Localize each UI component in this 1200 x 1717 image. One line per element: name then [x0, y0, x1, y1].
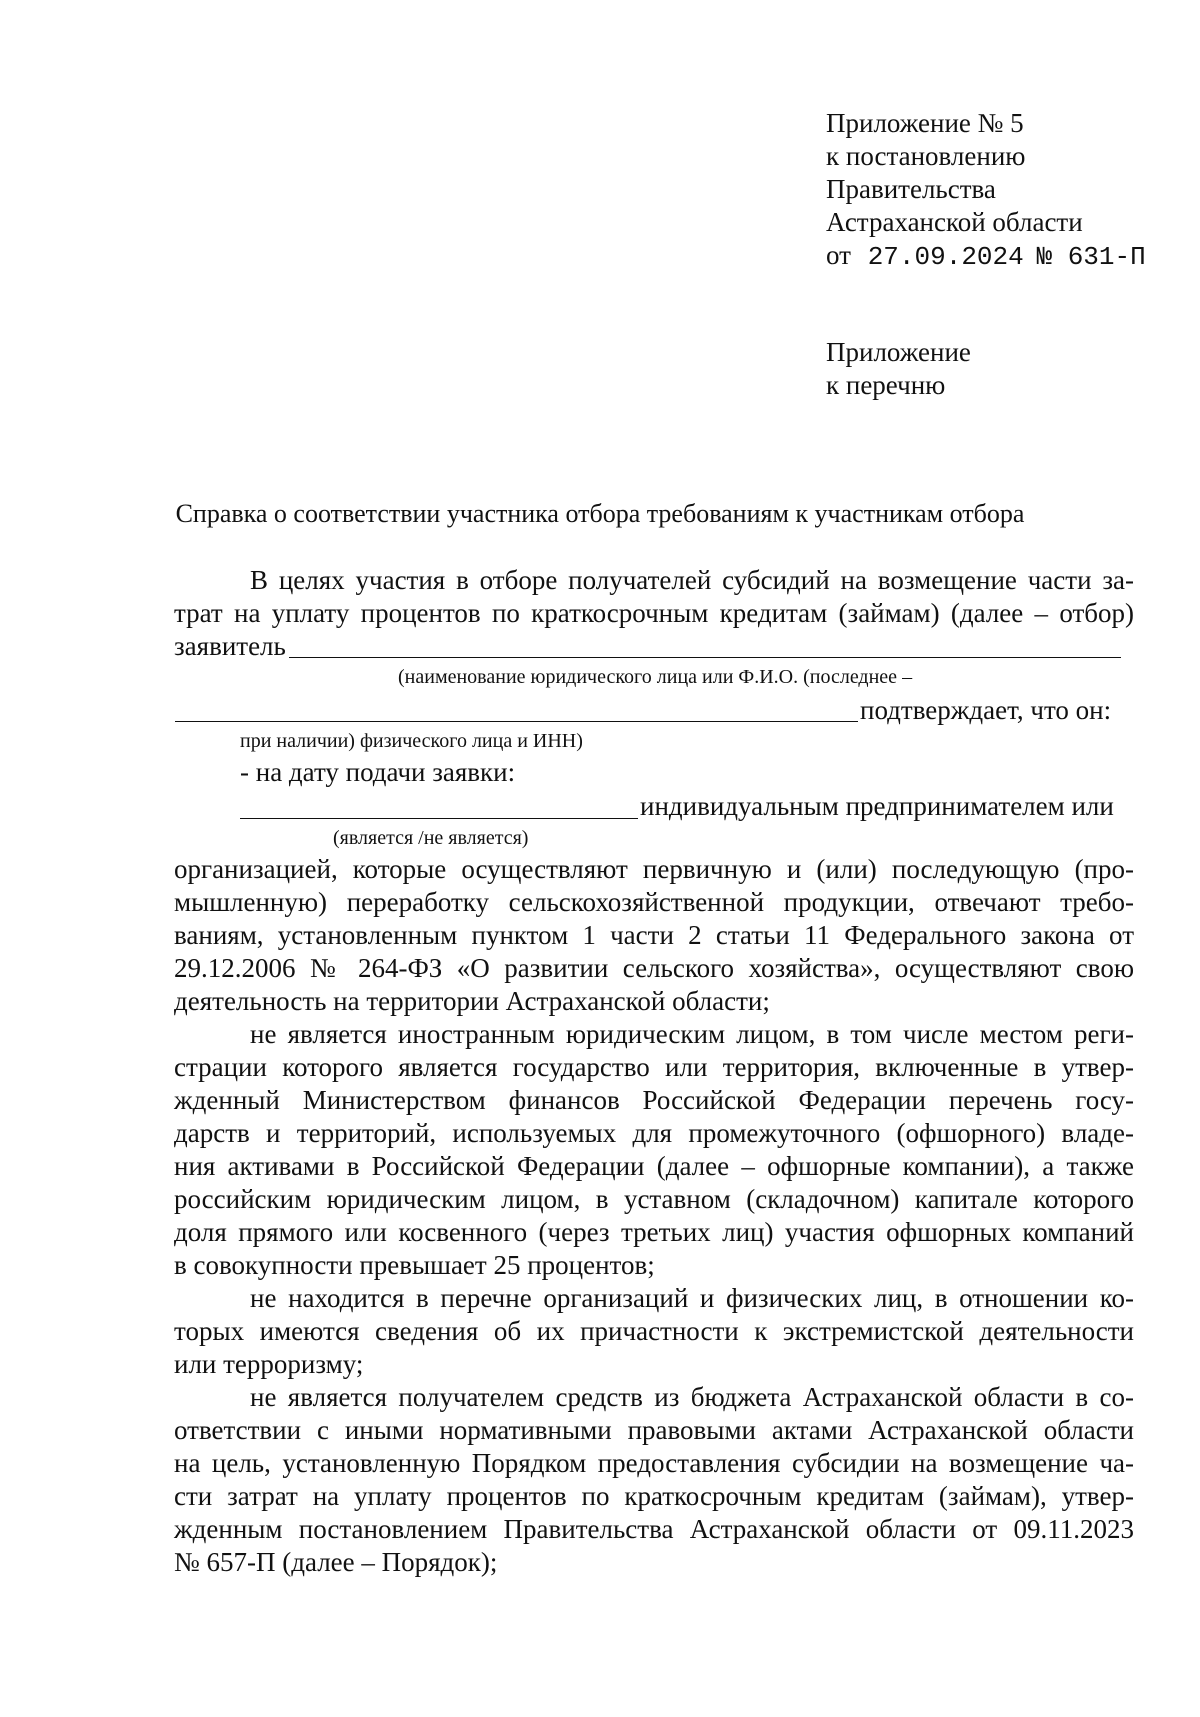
p4-line-2: ответствии с иными нормативными правовыми актами Астраханской области: [174, 1415, 1134, 1445]
p3-line-2: торых имеются сведения об их причастности к экстремистской деятельности: [174, 1316, 1134, 1346]
p4-line-6: № 657-П (далее – Порядок);: [174, 1547, 498, 1577]
p4-line-1: не является получателем средств из бюджета Астраханской области в со-: [250, 1382, 1134, 1412]
p4-line-3: на цель, установленную Порядком предоставления субсидии на возмещение ча-: [174, 1448, 1134, 1478]
p1-line-5: деятельность на территории Астраханской области;: [174, 986, 770, 1016]
date-value: 27.09.2024: [867, 242, 1024, 272]
status-field[interactable]: [240, 818, 638, 819]
p2-line-8: в совокупности превышает 25 процентов;: [174, 1250, 655, 1280]
p1-line-2: мышленную) переработку сельскохозяйственной продукции, отвечают требо-: [174, 887, 1134, 917]
p2-line-3: жденный Министерством финансов Российской Федерации перечень госу-: [174, 1085, 1134, 1115]
approval-date-line: [826, 239, 1146, 274]
appendix-line-1: Приложение: [826, 337, 971, 367]
approval-block: [826, 107, 1146, 274]
applicant-name-field-continued[interactable]: [175, 721, 858, 722]
p4-line-4: сти затрат на уплату процентов по краткосрочным кредитам (займам), утвер-: [174, 1481, 1134, 1511]
p2-line-4: дарств и территорий, используемых для промежуточного (офшорного) владе-: [174, 1118, 1134, 1148]
paragraph-1: [174, 853, 1134, 1018]
approval-line-3: Правительства: [826, 174, 996, 204]
p2-line-7: доля прямого или косвенного (через третьих лиц) участия офшорных компаний: [174, 1217, 1134, 1247]
appendix-block: [826, 336, 971, 402]
p1-line-1: организацией, которые осуществляют первичную и (или) последующую (про-: [174, 854, 1134, 884]
p2-line-2: страции которого является государство или территория, включенные в утвер-: [174, 1052, 1134, 1082]
paragraph-3: [174, 1282, 1134, 1381]
applicant-label: заявитель: [174, 631, 286, 661]
intro-line-1: В целях участия в отборе получателей субсидий на возмещение части за-: [250, 565, 1134, 595]
applicant-caption: (наименование юридического лица или Ф.И.О. (последнее –: [398, 666, 913, 688]
p2-line-5: ния активами в Российской Федерации (далее – офшорные компании), а также: [174, 1151, 1134, 1181]
approval-line-1: Приложение № 5: [826, 108, 1024, 138]
approval-line-4: Астраханской области: [826, 207, 1083, 237]
intro-line-2: трат на уплату процентов по краткосрочным кредитам (займам) (далее – отбор): [174, 598, 1134, 628]
p1-line-4: 29.12.2006 № 264-ФЗ «О развитии сельского хозяйства», осуществляют свою: [174, 953, 1134, 983]
p3-line-3: или терроризму;: [174, 1349, 364, 1379]
p4-line-5: жденным постановлением Правительства Астраханской области от 09.11.2023: [174, 1514, 1134, 1544]
entrepreneur-text: индивидуальным предпринимателем или: [640, 791, 1114, 821]
p2-line-1: не является иностранным юридическим лицом, в том числе местом реги-: [250, 1019, 1134, 1049]
applicant-name-field[interactable]: [289, 657, 1121, 658]
approval-line-2: к постановлению: [826, 141, 1026, 171]
applicant-caption-continued: при наличии) физического лица и ИНН): [240, 730, 583, 752]
p2-line-6: российским юридическим лицом, в уставном (складочном) капитале которого: [174, 1184, 1134, 1214]
confirms-text: подтверждает, что он:: [860, 695, 1112, 725]
decree-number: № 631-П: [1036, 242, 1146, 272]
intro-block: [174, 564, 1134, 630]
application-date-line: - на дату подачи заявки:: [240, 757, 516, 787]
p3-line-1: не находится в перечне организаций и физических лиц, в отношении ко-: [250, 1283, 1134, 1313]
status-caption: (является /не является): [333, 827, 529, 849]
date-prefix: от: [826, 240, 851, 270]
paragraph-4: [174, 1381, 1134, 1579]
paragraph-2: [174, 1018, 1134, 1282]
document-title: Справка о соответствии участника отбора требованиям к участникам отбора: [175, 499, 1025, 528]
p1-line-3: ваниям, установленным пунктом 1 части 2 статьи 11 Федерального закона от: [174, 920, 1134, 950]
appendix-line-2: к перечню: [826, 370, 946, 400]
